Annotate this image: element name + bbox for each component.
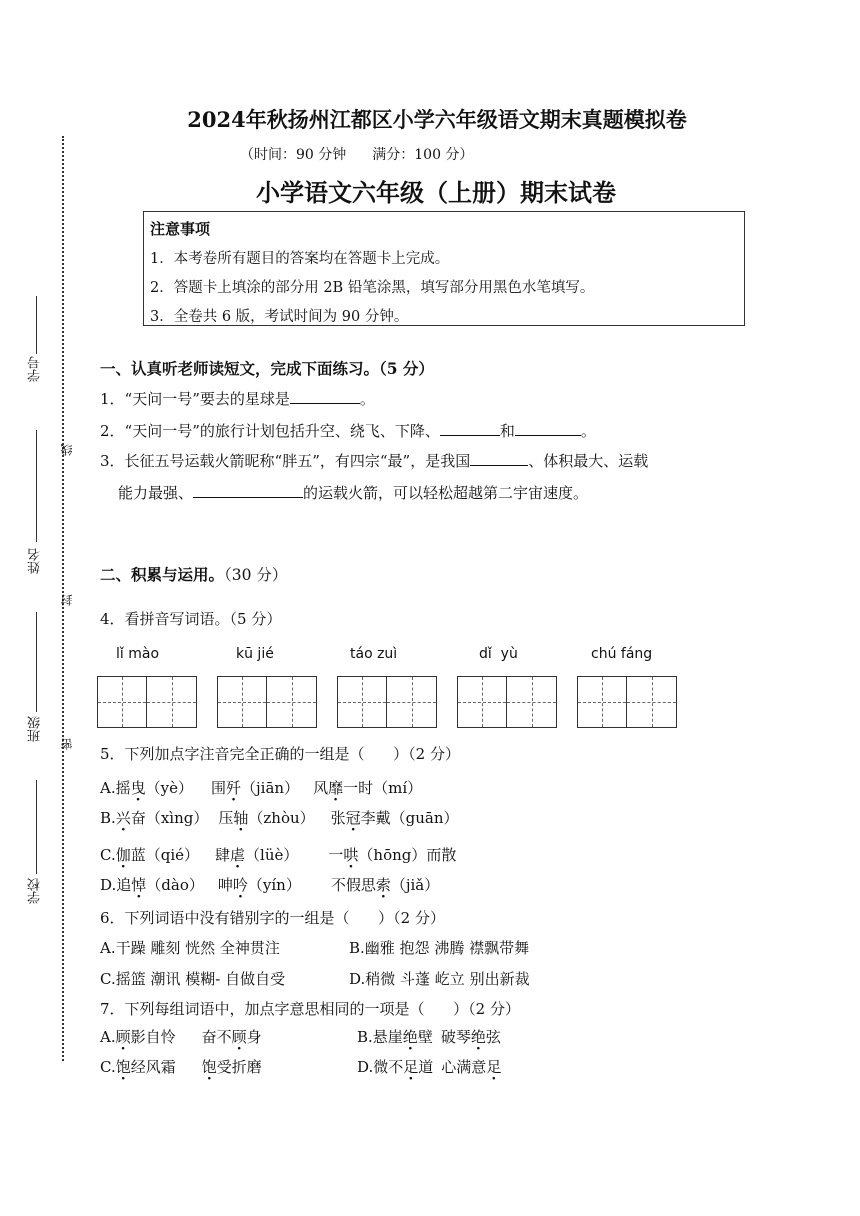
option-text: 一时（mí） [343, 779, 423, 797]
emphasized-character: 绝 [402, 1028, 418, 1046]
pinyin-5: chú fáng [591, 646, 653, 662]
question-7-title: 7．下列每组词语中，加点字意思相同的一项是（ ）（2 分） [100, 1000, 520, 1018]
emphasized-character: 悼 [131, 876, 147, 894]
option-text: （jiǎ） [390, 876, 440, 894]
emphasized-character: 哄 [343, 846, 359, 864]
option-text: 受折磨 [216, 1058, 262, 1076]
question-1: 1．“天问一号”要去的星球是 。 [100, 387, 375, 409]
binding-label-name: 姓名 [28, 548, 43, 574]
emphasized-character: 歼 [226, 779, 242, 797]
option-text: 呻 [217, 876, 233, 894]
option-text: （yè） [145, 779, 193, 797]
answer-blank[interactable] [193, 481, 303, 498]
binding-blank-name [36, 430, 37, 542]
option-text: 心满意 [441, 1058, 487, 1076]
option-text: 蓝（qié） [130, 846, 200, 864]
option-text: 一 [328, 846, 344, 864]
answer-blank[interactable] [440, 419, 500, 436]
emphasized-character: 靡 [328, 779, 344, 797]
q5-option-d[interactable] [100, 874, 439, 895]
emphasized-character: 轴 [233, 809, 249, 827]
option-text: 李戴（guān） [360, 809, 459, 827]
option-text: 弦 [485, 1028, 501, 1046]
answer-blank[interactable] [290, 387, 360, 404]
emphasized-character: 曳 [130, 779, 146, 797]
option-text: 经风霜 [130, 1058, 176, 1076]
q6-option-a[interactable]: A.干躁 雕刻 恍然 全神贯注 [100, 939, 280, 957]
option-text: 压 [218, 809, 234, 827]
q6-option-c[interactable]: C.摇篮 潮讯 模糊- 自做自受 [100, 970, 286, 988]
q6-option-d[interactable]: D.稍微 斗蓬 屹立 别出新裁 [349, 970, 530, 988]
emphasized-character: 饱 [201, 1058, 217, 1076]
option-text: 奋（xìng） [130, 809, 209, 827]
question-4-title: 4．看拼音写词语。（5 分） [100, 610, 282, 628]
question-5-title: 5．下列加点字注音完全正确的一组是（ ）（2 分） [100, 745, 460, 763]
writing-grid[interactable] [217, 676, 317, 728]
binding-mark-secret: 密 [60, 738, 74, 750]
binding-label-student-id: 学号 [28, 356, 43, 382]
emphasized-character: 吟 [232, 876, 248, 894]
q7-option-d[interactable] [357, 1056, 501, 1077]
option-text: B. [100, 809, 116, 827]
binding-blank-class [36, 612, 37, 712]
question-6-title: 6．下列词语中没有错别字的一组是（ ）（2 分） [100, 909, 445, 927]
option-text: 奋不 [201, 1028, 232, 1046]
option-text: 不假思 [330, 876, 376, 894]
emphasized-character: 虐 [230, 846, 246, 864]
answer-blank[interactable] [515, 419, 581, 436]
option-text: （zhòu） [248, 809, 315, 827]
option-text: 风 [313, 779, 329, 797]
option-text: 影自怜 [130, 1028, 176, 1046]
emphasized-character: 绝 [470, 1028, 486, 1046]
option-text: B.悬崖 [357, 1028, 403, 1046]
option-text: 道 [418, 1058, 434, 1076]
notice-item: 2．答题卡上填涂的部分用 2B 铅笔涂黑，填写部分用黑色水笔填写。 [150, 280, 595, 296]
option-text: （lüè） [245, 846, 299, 864]
option-text: D.追 [100, 876, 132, 894]
answer-blank[interactable] [470, 449, 528, 466]
q7-option-c[interactable] [100, 1056, 262, 1077]
question-3-continued: 能力最强、 的运载火箭，可以轻松超越第二宇宙速度。 [118, 481, 588, 503]
exam-score: 满分：100 分） [372, 147, 474, 163]
option-text: 围 [210, 779, 226, 797]
option-text: 壁 [417, 1028, 433, 1046]
question-3: 3．长征五号运载火箭昵称“胖五”，有四宗“最”，是我国 、体积最大、运载 [100, 449, 648, 471]
q7-option-a[interactable] [100, 1026, 262, 1047]
binding-mark-line: 线 [60, 444, 74, 456]
emphasized-character: 伽 [115, 846, 131, 864]
pinyin-3: táo zuì [350, 646, 398, 662]
notice-item: 3．全卷共 6 版，考试时间为 90 分钟。 [150, 309, 409, 325]
emphasized-character: 足 [486, 1058, 502, 1076]
writing-grid[interactable] [97, 676, 197, 728]
option-text: A. [100, 1028, 116, 1046]
option-text: （dào） [146, 876, 204, 894]
exam-meta [240, 144, 499, 164]
q6-option-b[interactable]: B.幽雅 抱怨 沸腾 襟飘带舞 [349, 939, 530, 957]
binding-blank-school [36, 780, 37, 874]
section-2-title: 二、积累与运用。（30 分） [100, 565, 288, 584]
writing-grid[interactable] [337, 676, 437, 728]
writing-grid[interactable] [457, 676, 557, 728]
emphasized-character: 顾 [115, 1028, 131, 1046]
section-1-title: 一、认真听老师读短文，完成下面练习。（5 分） [100, 359, 434, 378]
option-text: C. [100, 846, 116, 864]
option-text: 身 [246, 1028, 262, 1046]
exam-time: （时间：90 分钟 [240, 147, 347, 163]
pinyin-1: lǐ mào [116, 646, 160, 662]
paper-title: 小学语文六年级（上册）期末试卷 [256, 178, 616, 207]
binding-mark-seal: 封 [60, 594, 74, 606]
option-text: 破琴 [440, 1028, 471, 1046]
notice-box [143, 211, 745, 326]
option-text: 肆 [215, 846, 231, 864]
emphasized-character: 索 [375, 876, 391, 894]
emphasized-character: 兴 [115, 809, 131, 827]
writing-grid[interactable] [577, 676, 677, 728]
option-text: A.摇 [100, 779, 131, 797]
binding-label-class: 班级 [28, 716, 43, 742]
q5-option-a[interactable] [100, 777, 422, 798]
q5-option-b[interactable] [100, 807, 459, 828]
option-text: 张 [330, 809, 346, 827]
pinyin-4: dǐ yù [479, 646, 518, 662]
binding-blank-student-id [36, 296, 37, 354]
notice-title: 注意事项 [150, 220, 211, 238]
pinyin-2: kū jié [236, 646, 274, 662]
exam-title: 2024年秋扬州江都区小学六年级语文期末真题模拟卷 [187, 107, 687, 132]
option-text: （jiān） [241, 779, 300, 797]
option-text: C. [100, 1058, 116, 1076]
option-text: D.微不 [357, 1058, 404, 1076]
emphasized-character: 冠 [345, 809, 361, 827]
emphasized-character: 顾 [231, 1028, 247, 1046]
q7-option-b[interactable] [357, 1026, 501, 1047]
option-text: （hōng）而散 [358, 846, 457, 864]
binding-label-school: 学校 [28, 878, 43, 904]
q5-option-c[interactable] [100, 844, 456, 865]
option-text: （yín） [247, 876, 301, 894]
notice-item: 1．本考卷所有题目的答案均在答题卡上完成。 [150, 251, 450, 267]
question-2: 2．“天问一号”的旅行计划包括升空、绕飞、下降、 和 。 [100, 419, 596, 441]
emphasized-character: 足 [403, 1058, 419, 1076]
emphasized-character: 饱 [115, 1058, 131, 1076]
